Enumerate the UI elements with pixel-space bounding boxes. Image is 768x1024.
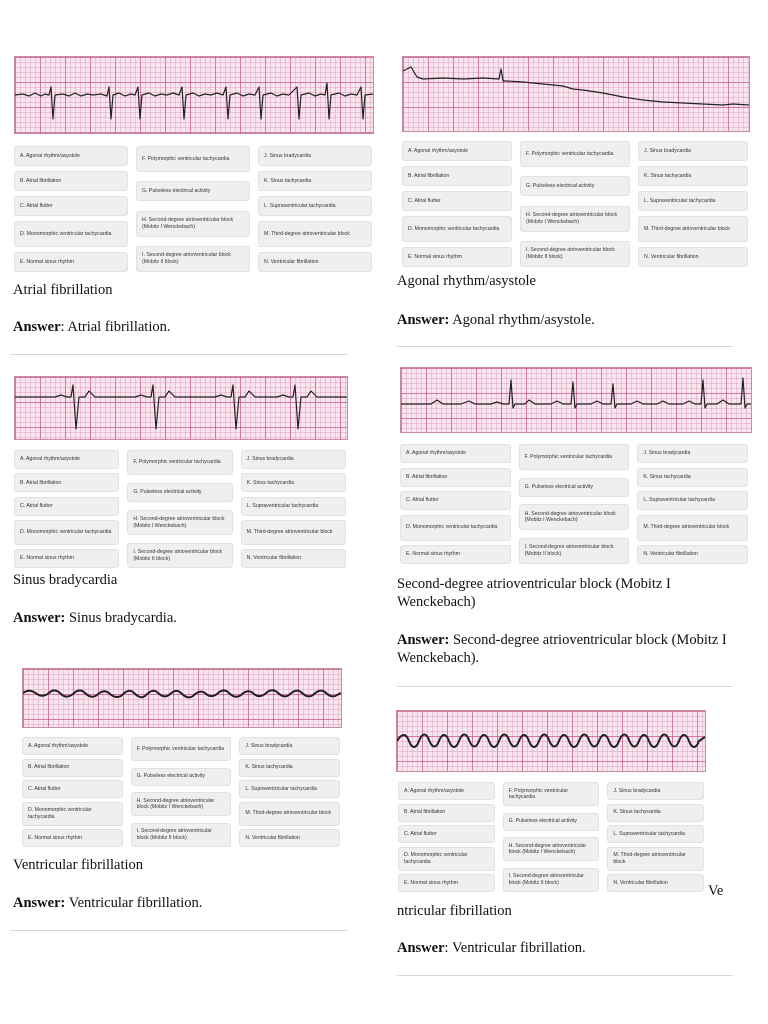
- option-e[interactable]: E. Normal sinus rhythm: [398, 874, 495, 892]
- answer-options-5: [22, 737, 340, 847]
- divider: [397, 975, 733, 976]
- answer-text: Second-degree atrioventricular block (Mobitz I Wenckebach).: [397, 632, 727, 666]
- option-i[interactable]: I. Second-degree atrioventricular block (Mobitz II block): [520, 241, 630, 267]
- option-j[interactable]: J. Sinus bradycardia: [258, 146, 372, 166]
- divider: [10, 354, 348, 355]
- answer-line: [13, 318, 371, 336]
- rhythm-caption: Second-degree atrioventricular block (Mobitz I Wenckebach): [397, 576, 671, 610]
- answer-label: Answer:: [397, 632, 450, 648]
- option-f[interactable]: F. Polymorphic ventricular tachycardia: [503, 782, 600, 806]
- option-k[interactable]: K. Sinus tachycardia: [239, 759, 340, 777]
- option-d[interactable]: D. Monomorphic ventricular tachycardia: [398, 847, 495, 871]
- option-i[interactable]: I. Second-degree atrioventricular block (Mobitz II block): [503, 868, 600, 892]
- option-m[interactable]: M. Third-degree atrioventricular block: [607, 847, 704, 871]
- option-l[interactable]: L. Supraventricular tachycardia: [258, 196, 372, 216]
- option-e[interactable]: E. Normal sinus rhythm: [400, 545, 511, 564]
- answer-options-6: [398, 782, 704, 892]
- option-f[interactable]: F. Polymorphic ventricular tachycardia: [520, 141, 630, 167]
- option-h[interactable]: H. Second-degree atrioventricular block (Mobitz I Wenckebach): [127, 510, 232, 535]
- option-i[interactable]: I. Second-degree atrioventricular block (Mobitz II block): [519, 538, 630, 564]
- option-c[interactable]: C. Atrial flutter: [14, 497, 119, 516]
- option-n[interactable]: N. Ventricular fibrillation: [607, 874, 704, 892]
- option-m[interactable]: M. Third-degree atrioventricular block: [258, 221, 372, 247]
- option-b[interactable]: B. Atrial fibrillation: [398, 804, 495, 822]
- answer-line: [13, 894, 353, 912]
- option-a[interactable]: A. Agonal rhythm/asystole: [14, 450, 119, 469]
- ecg-trace: [23, 669, 341, 727]
- answer-label: Answer:: [397, 312, 450, 328]
- answer-label: Answer:: [13, 895, 66, 911]
- answer-label: Answer: [397, 940, 445, 956]
- option-d[interactable]: D. Monomorphic ventricular tachycardia: [402, 216, 512, 242]
- option-f[interactable]: F. Polymorphic ventricular tachycardia: [127, 450, 232, 475]
- option-j[interactable]: J. Sinus bradycardia: [638, 141, 748, 161]
- option-g[interactable]: G. Pulseless electrical activity: [127, 483, 232, 502]
- answer-text: Ventricular fibrillation.: [451, 940, 586, 956]
- rhythm-caption: Atrial fibrillation: [13, 282, 113, 298]
- option-j[interactable]: J. Sinus bradycardia: [239, 737, 340, 755]
- option-l[interactable]: L. Supraventricular tachycardia: [239, 780, 340, 798]
- option-g[interactable]: G. Pulseless electrical activity: [520, 176, 630, 196]
- option-k[interactable]: K. Sinus tachycardia: [258, 171, 372, 191]
- option-j[interactable]: J. Sinus bradycardia: [241, 450, 346, 469]
- option-m[interactable]: M. Third-degree atrioventricular block: [241, 520, 346, 545]
- option-c[interactable]: C. Atrial flutter: [402, 191, 512, 211]
- option-e[interactable]: E. Normal sinus rhythm: [14, 252, 128, 272]
- option-h[interactable]: H. Second-degree atrioventricular block (Mobitz I Wenckebach): [520, 206, 630, 232]
- option-h[interactable]: H. Second-degree atrioventricular block (Mobitz I Wenckebach): [136, 211, 250, 237]
- option-b[interactable]: B. Atrial fibrillation: [400, 468, 511, 487]
- option-h[interactable]: H. Second-degree atrioventricular block (Mobitz I Wenckebach): [131, 792, 232, 816]
- rhythm-caption: ntricular fibrillation: [397, 903, 512, 919]
- divider: [397, 686, 733, 687]
- option-j[interactable]: J. Sinus bradycardia: [637, 444, 748, 463]
- option-g[interactable]: G. Pulseless electrical activity: [131, 768, 232, 786]
- answer-options-4: [400, 444, 748, 564]
- answer-label: Answer: [13, 319, 61, 335]
- option-h[interactable]: H. Second-degree atrioventricular block (Mobitz I Wenckebach): [519, 504, 630, 530]
- option-k[interactable]: K. Sinus tachycardia: [637, 468, 748, 487]
- option-i[interactable]: I. Second-degree atrioventricular block (Mobitz II block): [127, 543, 232, 568]
- option-c[interactable]: C. Atrial flutter: [14, 196, 128, 216]
- option-n[interactable]: N. Ventricular fibrillation: [638, 247, 748, 267]
- option-g[interactable]: G. Pulseless electrical activity: [519, 478, 630, 497]
- option-a[interactable]: A. Agonal rhythm/asystole: [400, 444, 511, 463]
- option-k[interactable]: K. Sinus tachycardia: [607, 804, 704, 822]
- option-c[interactable]: C. Atrial flutter: [400, 491, 511, 510]
- answer-line: [397, 939, 737, 957]
- ecg-trace: [15, 377, 347, 439]
- option-d[interactable]: D. Monomorphic ventricular tachycardia: [400, 515, 511, 541]
- ecg-trace: [397, 711, 705, 771]
- option-k[interactable]: K. Sinus tachycardia: [638, 166, 748, 186]
- option-c[interactable]: C. Atrial flutter: [22, 780, 123, 798]
- answer-text: Agonal rhythm/asystole.: [452, 312, 595, 328]
- ecg-strip-4: [400, 367, 752, 433]
- answer-separator: :: [444, 940, 452, 956]
- option-l[interactable]: L. Supraventricular tachycardia: [637, 491, 748, 510]
- option-b[interactable]: B. Atrial fibrillation: [22, 759, 123, 777]
- option-k[interactable]: K. Sinus tachycardia: [241, 473, 346, 492]
- ecg-strip-2: [402, 56, 750, 132]
- option-n[interactable]: N. Ventricular fibrillation: [239, 829, 340, 847]
- option-l[interactable]: L. Supraventricular tachycardia: [607, 825, 704, 843]
- option-m[interactable]: M. Third-degree atrioventricular block: [239, 802, 340, 826]
- option-n[interactable]: N. Ventricular fibrillation: [258, 252, 372, 272]
- ecg-strip-5: [22, 668, 342, 728]
- option-i[interactable]: I. Second-degree atrioventricular block (Mobitz II block): [131, 823, 232, 847]
- rhythm-caption: Sinus bradycardia: [13, 572, 118, 588]
- option-m[interactable]: M. Third-degree atrioventricular block: [638, 216, 748, 242]
- answer-options-3: [14, 450, 346, 568]
- rhythm-caption: Agonal rhythm/asystole: [397, 273, 536, 289]
- option-b[interactable]: B. Atrial fibrillation: [14, 473, 119, 492]
- divider: [397, 346, 733, 347]
- option-n[interactable]: N. Ventricular fibrillation: [637, 545, 748, 564]
- answer-line: [397, 311, 747, 329]
- option-d[interactable]: D. Monomorphic ventricular tachycardia: [22, 802, 123, 826]
- option-a[interactable]: A. Agonal rhythm/asystole: [22, 737, 123, 755]
- answer-text: Ventricular fibrillation.: [68, 895, 203, 911]
- option-c[interactable]: C. Atrial flutter: [398, 825, 495, 843]
- option-a[interactable]: A. Agonal rhythm/asystole: [398, 782, 495, 800]
- option-b[interactable]: B. Atrial fibrillation: [14, 171, 128, 191]
- option-f[interactable]: F. Polymorphic ventricular tachycardia: [136, 146, 250, 172]
- option-j[interactable]: J. Sinus bradycardia: [607, 782, 704, 800]
- option-d[interactable]: D. Monomorphic ventricular tachycardia: [14, 221, 128, 247]
- option-b[interactable]: B. Atrial fibrillation: [402, 166, 512, 186]
- answer-separator: :: [60, 319, 68, 335]
- option-g[interactable]: G. Pulseless electrical activity: [136, 181, 250, 201]
- ecg-trace: [401, 368, 751, 432]
- option-f[interactable]: F. Polymorphic ventricular tachycardia: [519, 444, 630, 470]
- option-n[interactable]: N. Ventricular fibrillation: [241, 549, 346, 568]
- option-f[interactable]: F. Polymorphic ventricular tachycardia: [131, 737, 232, 761]
- caption-fragment: Ve: [708, 883, 724, 899]
- answer-line: [397, 631, 737, 667]
- option-l[interactable]: L. Supraventricular tachycardia: [638, 191, 748, 211]
- option-e[interactable]: E. Normal sinus rhythm: [402, 247, 512, 267]
- answer-options-2: [402, 141, 748, 267]
- option-a[interactable]: A. Agonal rhythm/asystole: [14, 146, 128, 166]
- ecg-trace: [403, 57, 749, 131]
- answer-options-1: [14, 146, 372, 272]
- option-e[interactable]: E. Normal sinus rhythm: [14, 549, 119, 568]
- answer-text: Sinus bradycardia.: [68, 610, 177, 626]
- option-g[interactable]: G. Pulseless electrical activity: [503, 813, 600, 831]
- ecg-trace: [15, 57, 373, 133]
- answer-text: Atrial fibrillation.: [67, 319, 171, 335]
- option-h[interactable]: H. Second-degree atrioventricular block (Mobitz I Wenckebach): [503, 837, 600, 861]
- divider: [10, 930, 348, 931]
- ecg-strip-1: [14, 56, 374, 134]
- option-l[interactable]: L. Supraventricular tachycardia: [241, 497, 346, 516]
- answer-line: [13, 609, 353, 627]
- ecg-strip-3: [14, 376, 348, 440]
- rhythm-caption: Ventricular fibrillation: [13, 857, 144, 873]
- option-d[interactable]: D. Monomorphic ventricular tachycardia: [14, 520, 119, 545]
- option-i[interactable]: I. Second-degree atrioventricular block (Mobitz II block): [136, 246, 250, 272]
- option-e[interactable]: E. Normal sinus rhythm: [22, 829, 123, 847]
- ecg-strip-6: [396, 710, 706, 772]
- answer-label: Answer:: [13, 610, 66, 626]
- option-m[interactable]: M. Third-degree atrioventricular block: [637, 515, 748, 541]
- option-a[interactable]: A. Agonal rhythm/asystole: [402, 141, 512, 161]
